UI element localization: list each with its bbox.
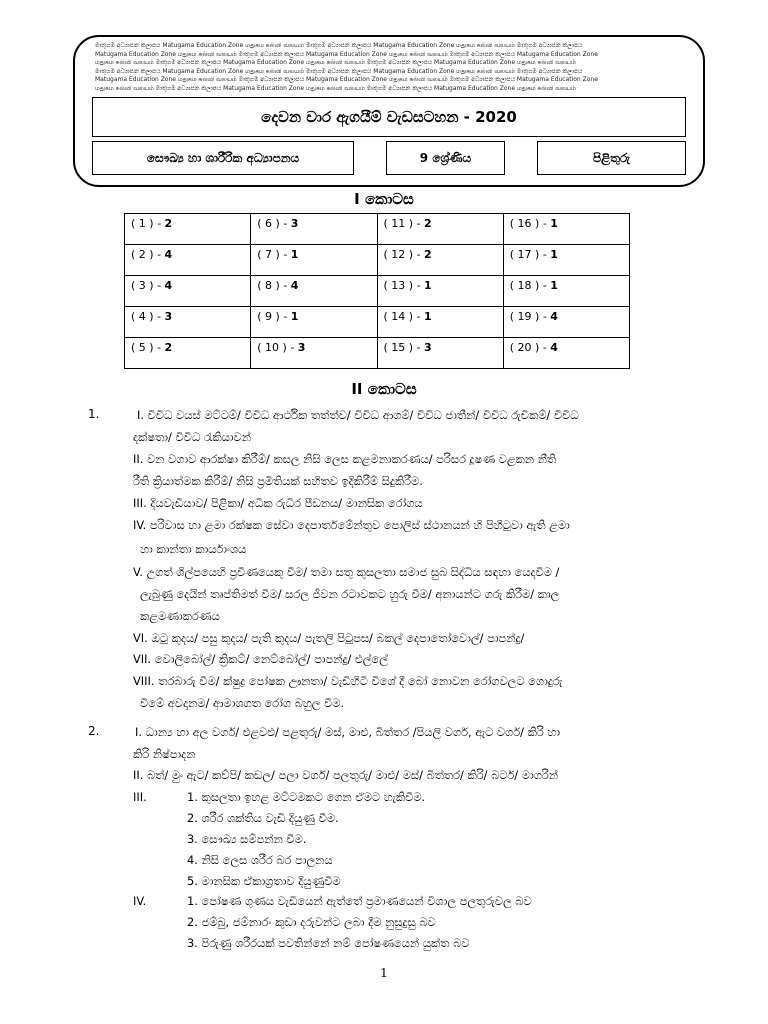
answer-cell (251, 307, 377, 338)
answer-value: 3 (424, 341, 432, 354)
answer-line: VII. වොලිබෝල්/ ක්‍රිකට්/ නෙට්බෝල්/ පාපන්දු/ එල්ලේ (133, 652, 388, 666)
question-ref: ( 2 ) - (131, 248, 165, 261)
answer-value: 1 (424, 310, 432, 323)
list-item-number: 2. (187, 811, 202, 825)
answer-row (125, 276, 630, 307)
question-ref: ( 14 ) - (383, 310, 425, 323)
answer-cell (125, 307, 251, 338)
question-number: 2. (88, 724, 100, 738)
answer-table (124, 213, 630, 369)
list-item-number: 2. (187, 915, 202, 929)
list-item (187, 873, 341, 889)
list-item-number: 5. (187, 874, 202, 888)
answer-value: 1 (550, 217, 558, 230)
question-ref: ( 12 ) - (383, 248, 425, 261)
list-item-text: කුසලතා ඉහළ මට්ටමකට ගෙන ඒමට හැකිවීම. (201, 790, 426, 804)
answer-cell (503, 307, 629, 338)
list-item-text: ශරීර ශක්තිය වැඩි දියුණු වීම. (201, 811, 339, 825)
question-ref: ( 11 ) - (383, 217, 425, 230)
answer-line: හා කාන්තා කාර්යාංශය (140, 542, 247, 556)
question-ref: ( 7 ) - (257, 248, 291, 261)
list-item-number: 4. (187, 853, 202, 867)
answer-cell (125, 338, 251, 369)
answer-value: 1 (290, 310, 299, 323)
grade-box (386, 141, 505, 175)
list-item-number: 3. (187, 832, 202, 846)
answer-cell (503, 245, 629, 276)
answers-box (537, 141, 686, 175)
answer-value: 4 (550, 341, 558, 354)
list-item-text: පෝෂණ ගුණය වැඩියෙන් ඇත්තේ ප්‍රමාණයෙන් විශාල පලතුරුවල බව (201, 894, 532, 908)
answer-line: ලැබුණු දෙයින් තෘප්තිමත් වීම/ සරල ජීවන රටාවකට හුරු වීම/ අනායන්ට ගරු කිරීම/ කාල (140, 587, 560, 601)
list-item (187, 893, 532, 909)
subpart-label: IV. (133, 894, 147, 908)
watermark-line: மதுகம கல்வி வலயம் මාතුගම අධ්‍යාපන කලාපය Matugama Education Zone மதுகம கல்வி வலயம் මාතුගම අධ්‍යාපන කලාපය Matugama Education Zone மதுகம கல்வி வலயம் (95, 84, 576, 92)
answer-value: 4 (164, 248, 173, 261)
answer-line: VI. ඔටු කුදය/ පසු කුදය/ පැති කුදය/ පැතලි පිටුපස/ බකල් දෙපාතෝවොල්/ පාපන්දු/ (133, 631, 525, 645)
subject-label: සෞඛ්‍ය හා ශාරීරික අධ්‍යාපනය (146, 150, 300, 165)
answer-cell (377, 245, 503, 276)
answer-line: I. විවිධ වයස් මට්ටම්/ විවිධ ආර්ථික තත්ත්ව/ විවිධ ආගම්/ විවිධ ජාතීන්/ විවිධ රුචිකම්/ විවිධ (137, 408, 579, 422)
answer-line: කළමණාකරණය (140, 609, 220, 623)
question-ref: ( 1 ) - (131, 217, 165, 230)
question-ref: ( 13 ) - (383, 279, 425, 292)
list-item-number: 1. (187, 894, 202, 908)
answer-value: 4 (164, 279, 173, 292)
answer-line: III. දියවැඩියාව/ පිළිකා/ අධික රුධිර පීඩනය/ මානසික රෝගය (133, 496, 423, 510)
answer-value: 2 (424, 248, 432, 261)
answer-line: I. ධාන්‍ය හා අල වර්ග/ එළවළු/ පළතුරු/ මස්, මාළු, බිත්තර /පියලි වර්ග, ඇට වර්ග/ කිරි හා (135, 725, 561, 739)
list-item-text: මානසික ඒකාග්‍රතාව දියුණුවීම (201, 874, 341, 888)
answer-line: II. වන වගාව ආරක්ෂා කිරීම්/ කසල නිසි ලෙස කළමනාකරණය/ පරිසර දූෂණ වළකන නීති (133, 452, 557, 466)
list-item-text: ජම්බු, ජම්නාරං කුඩා දරුවන්ට ලබා දීම නුසුදුසු බව (201, 915, 436, 929)
question-ref: ( 5 ) - (131, 341, 165, 354)
part1-heading: I කොටස (354, 190, 414, 208)
answer-cell (377, 338, 503, 369)
answer-value: 1 (550, 279, 558, 292)
answer-value: 4 (290, 279, 299, 292)
answer-line: කිරි නිෂ්පාදන (133, 747, 196, 761)
answer-value: 2 (164, 341, 173, 354)
answer-row (125, 338, 630, 369)
answer-cell (503, 276, 629, 307)
list-item (187, 810, 339, 826)
answer-cell (503, 338, 629, 369)
list-item (187, 852, 333, 868)
list-item (187, 914, 436, 930)
answer-cell (503, 214, 629, 245)
answer-cell (377, 307, 503, 338)
answer-cell (251, 245, 377, 276)
answer-cell (251, 214, 377, 245)
question-ref: ( 9 ) - (257, 310, 291, 323)
watermark-line: මාතුගම අධ්‍යාපන කලාපය Matugama Education Zone மதுகம கல்வி வலயம் මාතුගම අධ්‍යාපන කලාපය Matugama Education Zone மதுகம கல்வி வலயம் මාතුගම අධ්‍යාපන කලාපය (95, 42, 583, 49)
answer-line: VIII. තරබාරු වීම/ ක්ෂුද්‍ර පෝෂක ඌනතා/ වැඩිහිටි විශේ දී බෝ නොවන රෝගවලට ගොදුරු (133, 674, 563, 688)
answer-cell (251, 276, 377, 307)
list-item (187, 789, 425, 805)
question-ref: ( 18 ) - (509, 279, 551, 292)
answer-value: 2 (424, 217, 432, 230)
watermark-text (95, 42, 687, 94)
page-number: 1 (380, 966, 388, 980)
answer-cell (251, 338, 377, 369)
answer-cell (377, 214, 503, 245)
answer-cell (125, 214, 251, 245)
exam-title: දෙවන වාර ඇගයීම් වැඩසටහන - 2020 (92, 97, 686, 137)
answer-value: 1 (290, 248, 299, 261)
watermark-line: மதுகம கல்வி வலயம் මාතුගම අධ්‍යාපන කලාපය Matugama Education Zone மதுகம கல்வி வலயம் මාතුගම අධ්‍යාපන කලාපය Matugama Education Zone மதுகம கல்வி வலயம் (95, 59, 576, 67)
answer-line: රීති ක්‍රියාත්මක කිරීම්/ නිසි ප්‍රමිතියක් සහිතව ඉදිකිරීම් සිදුකිරීම. (133, 474, 423, 488)
answer-value: 3 (297, 341, 306, 354)
answer-cell (377, 276, 503, 307)
question-ref: ( 8 ) - (257, 279, 291, 292)
watermark-line: Matugama Education Zone மதுகம கல்வி வலயம் මාතුගම අධ්‍යාපන කලාපය Matugama Education Zone மதுகம கல்வி வலயம் මාතුගම අධ්‍යාපන කලාපය Matugama Education Zone (95, 50, 598, 58)
answer-value: 2 (164, 217, 173, 230)
answer-value: 4 (550, 310, 558, 323)
answer-cell (125, 276, 251, 307)
part2-heading: II කොටස (351, 380, 417, 398)
list-item-text: නිසි ලෙස ශරීර බර පාලනය (201, 853, 333, 867)
list-item (187, 831, 306, 847)
question-ref: ( 20 ) - (509, 341, 551, 354)
list-item-text: සෞඛ්‍ය සම්පන්න වීම. (201, 832, 307, 846)
answer-line: දක්ෂතා/ විවිධ රැකියාවන් (133, 430, 251, 444)
answer-line: V. උගත් ශිල්පයෙහි ප්‍රවීණයෙකු වීම/ තමා සතු කුසලතා සමාජ සුබ සිද්ධිය සඳහා යෙදවීම / (133, 565, 560, 579)
answer-line: IV. පරිවාස හා ළමා රක්ෂක සේවා දෙපාර්තමේන්තුව පොලිස් ස්ථානයන් හි පිහිටුවා ඇති ළමා (133, 518, 570, 532)
question-ref: ( 17 ) - (509, 248, 551, 261)
question-ref: ( 19 ) - (509, 310, 551, 323)
subpart-label: III. (133, 790, 147, 804)
question-ref: ( 16 ) - (509, 217, 551, 230)
question-ref: ( 4 ) - (131, 310, 165, 323)
answer-line: වීමේ අවදානම/ ආමාශගත රෝග බහුල වීම. (140, 696, 345, 710)
question-ref: ( 6 ) - (257, 217, 291, 230)
watermark-line: මාතුගම අධ්‍යාපන කලාපය Matugama Education Zone மதுகம கல்வி வலயம் මාතුගම අධ්‍යාපන කලාපය Matugama Education Zone மதுகம கல்வி வலயம் මාතුගම අධ්‍යාපන කලාපය (95, 67, 583, 75)
question-ref: ( 10 ) - (257, 341, 298, 354)
answer-value: 3 (290, 217, 299, 230)
question-ref: ( 3 ) - (131, 279, 165, 292)
answer-line: II. බත්/ මුං ඇට/ කව්පි/ කඩල/ පලා වර්ග/ පලතුරු/ මාළු/ මස්/ බිත්තර/ කිරි/ බටර්/ මාගරින් (133, 768, 558, 782)
list-item-number: 1. (187, 790, 202, 804)
grade-label: 9 ශ්‍රේණිය (419, 150, 472, 165)
watermark-line: Matugama Education Zone மதுகம கல்வி வலயம் මාතුගම අධ්‍යාපන කලාපය Matugama Education Zone மதுகம கல்வி வலயம் මාතුගම අධ්‍යාපන කලාපය Matugama Education Zone (95, 76, 598, 84)
question-ref: ( 15 ) - (383, 341, 425, 354)
list-item (187, 935, 469, 951)
answers-label: පිළිතුරු (592, 150, 631, 165)
answer-row (125, 307, 630, 338)
answer-value: 3 (164, 310, 173, 323)
answer-value: 1 (550, 248, 558, 261)
answer-row (125, 214, 630, 245)
answer-value: 1 (424, 279, 432, 292)
answer-cell (125, 245, 251, 276)
question-number: 1. (88, 407, 100, 421)
list-item-number: 3. (187, 936, 202, 950)
answer-row (125, 245, 630, 276)
list-item-text: පිරුණු ශරීරයක් පවතින්නේ නම් පෝෂණයෙන් යුක්ත බව (201, 936, 470, 950)
subject-box (92, 141, 354, 175)
